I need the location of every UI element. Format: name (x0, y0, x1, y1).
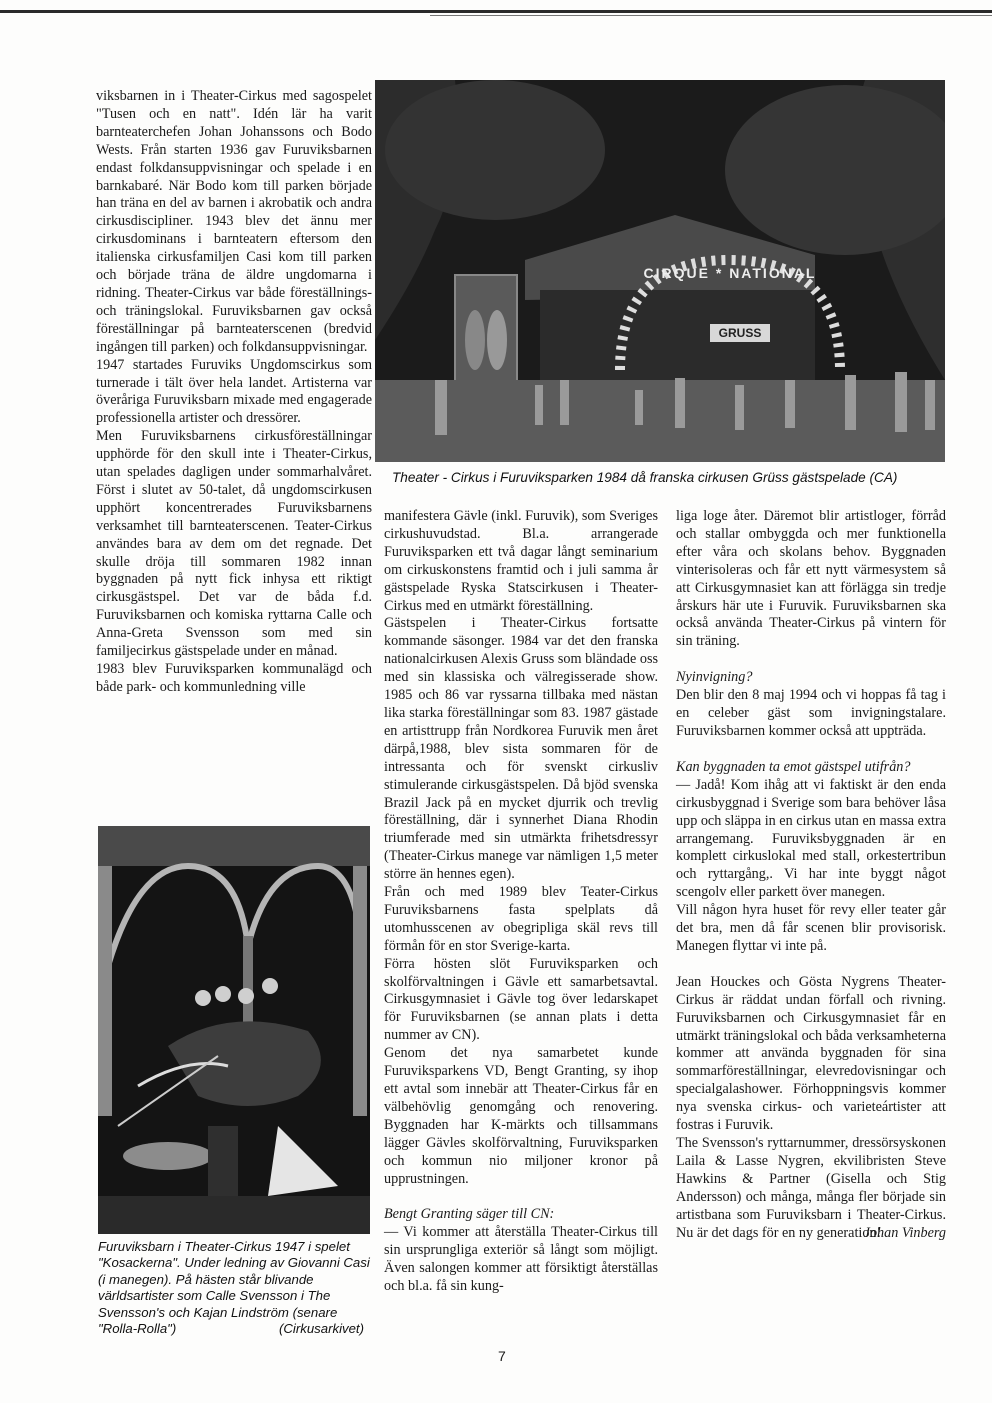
caption-top-photo: Theater - Cirkus i Furuviksparken 1984 då franska cirkusen Grüss gästspelade (CA) (392, 470, 898, 485)
caption-left-credit: (Cirkusarkivet) (279, 1321, 364, 1337)
paragraph: Den blir den 8 maj 1994 och vi hoppas få tag i en celeber gäst som invigningstalare. Furuviksbarnen kommer också att uppträda. (676, 687, 946, 739)
paragraph: liga loge åter. Däremot blir artistloger, förråd och stallar ombyggda och mer funktionella efter våra och skolans behov. Byggnaden vinterisoleras och får ett nytt värmesystem så att Cirkusgymnasiet kan att förlägga sin tredje årskurs här ute i Furuvik. Furuviksbarnen ska också använda Theater-Cirkus på vintern för sin träning. (676, 508, 946, 650)
photo-circus-building-1984 (375, 80, 945, 462)
photo-sign-arch: CIRQUE * NATIONAL (643, 265, 817, 281)
page-number: 7 (498, 1348, 506, 1364)
paragraph: Men Furuviksbarnens cirkusföreställningar upphörde för den skull inte i Theater-Cirkus, utan spelades dagligen under sommarhalvåret. Först i slutet av 50-talet, då ungdomscirkusen upphört koncentrerades Furuviksbarnens verksamhet till barnteaterscenen. Teater-Cirkus användes bara av dem om det regnade. Det skulle dröja till sommaren 1982 innan byggnaden på nytt fick inhysa ett riktigt cirkusgästspel. Det var de båda f.d. Furuviksbarnen och komiska ryttarna Calle och Anna-Greta Svensson som med sin familjecirkus gästspelade under en månad. (96, 428, 372, 660)
caption-left-photo (98, 1239, 370, 1337)
photo-children-circus-image (98, 826, 370, 1234)
paragraph: Genom det nya samarbetet kunde Furuviksparkens VD, Bengt Granting, sy ihop ett avtal som innebär att Theater-Cirkus får en välbehövlig genomgång och renovering. Byggnaden har K-märkts och tillsammans lägger Gävles skolförvaltning, Furuviksparken och kommun nio miljoner kronor på upprustningen. (384, 1045, 658, 1187)
paragraph: Jean Houckes och Gösta Nygrens Theater-Cirkus är räddat undan förfall och rivning. Furuviksbarnen och Cirkusgymnasiet får en utmärkt träningslokal och båda verksamheterna kommer att använda byggnaden för sina sommarföreställningar, elevredovisningar och specialgalashower. Förhoppningsvis kommer nya svenska cirkus- och varieteártister att fostras i Furuvik. (676, 973, 946, 1134)
paragraph: Gästspelen i Theater-Cirkus fortsatte kommande säsonger. 1984 var det den franska nationalcirkusen Alexis Gruss som bländade oss med sin klassiska och välregisserade show. 1985 och 86 var ryssarna tillbaka med nästan lika starka föreställningar som 83. 1987 gästade en artisttrupp från Nordkorea Furuvik men året därpå,1988, blev sista sommaren för de intressanta och för svenskt cirkusliv stimulerande cirkusgästspelen. Då bjöd svenska Brazil Jack på en mycket djurrik och trevlig föreställning, där i synnerhet Diana Rhodin triumferade med sin utmärkta frihetsdressyr (Theater-Cirkus manege var nämligen 1,5 meter större än hennes egen). (384, 615, 658, 883)
column-2 (384, 508, 658, 1296)
column-1-top (96, 88, 372, 697)
paragraph: viksbarnen in i Theater-Cirkus med sagospelet "Tusen och en natt". Idén lär ha varit barnteaterchefen Johan Johanssons och Bodo Wests. Från starten 1936 gav Furuviksbarnen endast folkdansuppvisningar och spelade i en barnkabaré. När Bodo kom till parken började han träna en del av barnen i akrobatik och andra cirkusdiscipliner. 1943 blev det ännu mer cirkusdominans i barnteatern eftersom den italienska cirkusfamiljen Casi kom till parken och började träna de äldre ungdomarna i ridning. Theater-Cirkus var både föreställnings- och träningslokal. Furuviksbarnen gav också föreställningar på barnteaterscenen (bredvid ingången till parken) och folkdansuppvisningar. (96, 88, 372, 355)
photo-children-circus-1947 (98, 826, 370, 1234)
paragraph: manifestera Gävle (inkl. Furuvik), som Sveriges cirkushuvudstad. Bl.a. arrangerade Furuviksparken ett två dagar långt seminarium om cirkuskonstens framtid och i juli samma år gästspelade Ryska Statscirkusen i Theater-Cirkus med en utmärkt föreställning. (384, 508, 658, 614)
paragraph: 1947 startades Furuviks Ungdomscirkus som turnerade i tält över hela landet. Artisterna var överåriga Furuviksbarn mixade med engagerade professionella artister och dressörer. (96, 356, 372, 427)
subheading-nyinvigning: Nyinvigning? (676, 669, 753, 686)
author-signature: Johan Vinberg (863, 1224, 946, 1241)
subheading-granting: Bengt Granting säger till CN: (384, 1206, 555, 1223)
subheading-gastspel: Kan byggnaden ta emot gästspel utifrån? (676, 758, 911, 775)
paragraph: Från och med 1989 blev Teater-Cirkus Furuviksbarnens fasta spelplats då utomhusscenen av obegripliga skäl revs till förmån för en stor Sverige-karta. (384, 884, 658, 954)
paragraph: — Jadå! Kom ihåg att vi faktiskt är den enda cirkusbyggnad i Sverige som bara behöver låsa upp och släppa in en cirkus utan en massa extra arrangemang. Furuviksbyggnaden är en komplett cirkuslokal med stall, orkestertribun och ryttargång,. Vi har inte byggt något scengolv eller parkett över manegen. (676, 776, 946, 901)
column-3 (676, 508, 946, 1242)
paragraph: 1983 blev Furuviksparken kommunalägd och både park- och kommunledning ville (96, 661, 372, 695)
top-rule-thin (430, 15, 992, 16)
photo-sign-name: GRUSS (718, 326, 762, 340)
paragraph: Förra hösten slöt Furuviksparken och skolförvaltningen i Gävle ett samarbetsavtal. Cirkusgymnasiet i Gävle tog över ledarskapet för Furuviksbarnen (se annan plats i detta nummer av CN). (384, 955, 658, 1044)
paragraph: The Svensson's ryttarnummer, dressörsyskonen Laila & Lasse Nygren, ekvilibristen Steve Hawkins & Partner (Gisella och Stig Andersson) och många, många fler började sin artistbana som Furuviksbarn i Theater-Cirkus. Nu är det dags för en ny generation! (676, 1135, 946, 1241)
paragraph: — Vi kommer att återställa Theater-Cirkus till sin ursprungliga exteriör så långt som möjligt. Även salongen kommer att försiktigt återställas och bl.a. få sin kung- (384, 1224, 658, 1295)
top-rule (0, 10, 992, 13)
caption-left-text: Furuviksbarn i Theater-Cirkus 1947 i spelet "Kosackerna". Under ledning av Giovanni Casi (i manegen). På hästen står blivande världsartister som Calle Svensson i The Svensson's och Kajan Lindström (senare "Rolla-Rolla") (98, 1239, 370, 1337)
paragraph: Vill någon hyra huset för revy eller teater går det bra, men då får scenen blir provisorisk. Manegen flyttar vi inte på. (676, 902, 946, 954)
